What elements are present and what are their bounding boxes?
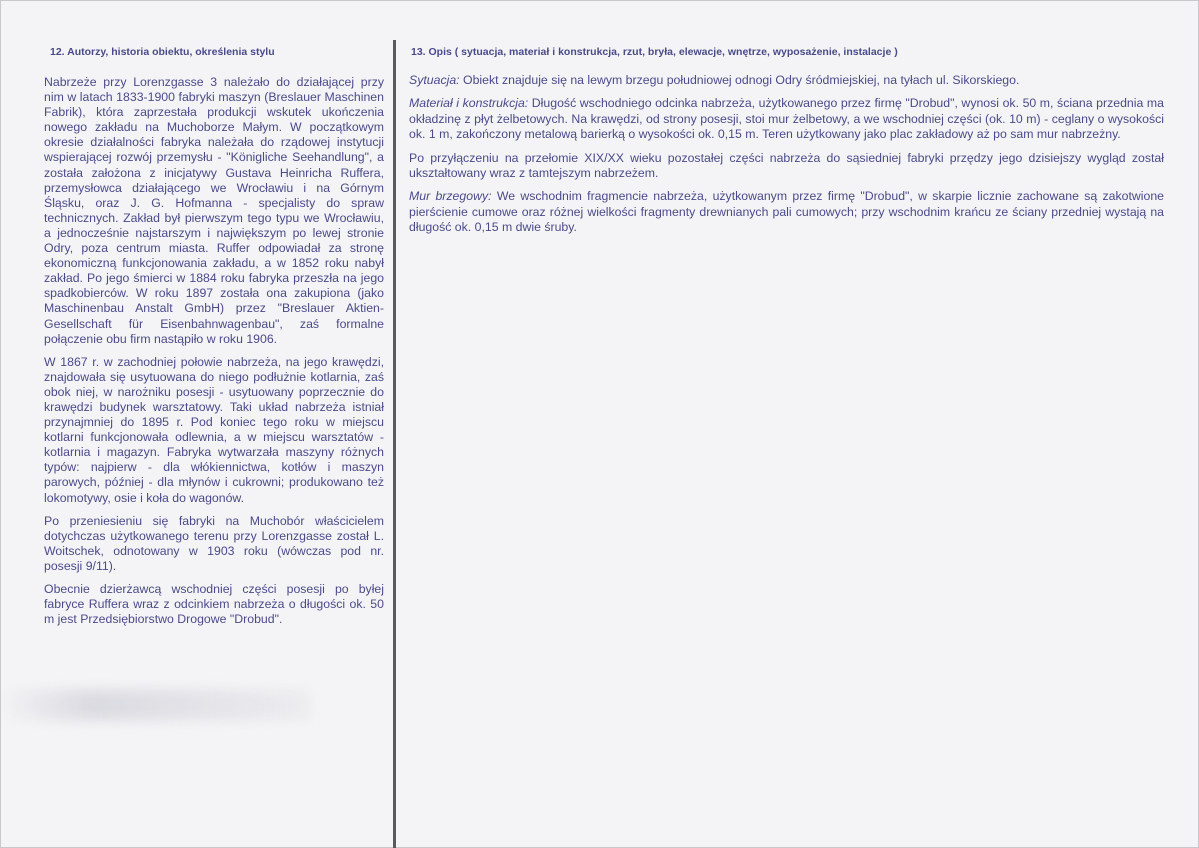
section-history <box>44 46 384 635</box>
paragraph-lead: Mur brzegowy: <box>409 189 492 204</box>
description-paragraph-material <box>409 96 1164 142</box>
section-description-heading: 13. Opis ( sytuacja, materiał i konstrukcja, rzut, bryła, elewacje, wnętrze, wyposażenie, instalacje ) <box>411 46 898 58</box>
paragraph-text: Długość wschodniego odcinka nabrzeża, użytkowanego przez firmę "Drobud", wynosi ok. 50 m, ściana przednia ma okładzinę z płyt żelbetowych. Na krawędzi, od strony posesji, stoi mur żelbetowy, a we wschodniej części (ok. 10 m) - ceglany o wysokości ok. 1 m, zakończony metalową barierką o wysokości ok. 0,15 m. Teren użytkowany jako plac zakładowy aż po sam mur nabrzeżny. <box>409 96 1164 142</box>
paper-smudge <box>0 690 310 720</box>
paragraph-text: We wschodnim fragmencie nabrzeża, użytkowanym przez firmę "Drobud", w skarpie licznie zachowane są zakotwione pierścienie cumowe oraz różnej wielkości fragmenty drewnianych pali cumowych; przy wschodnim krańcu ze ściany przedniej wystają na długość ok. 0,15 m dwie śruby. <box>409 189 1165 235</box>
column-divider <box>393 40 396 848</box>
section-history-heading: 12. Autorzy, historia obiektu, określenia stylu <box>50 46 275 58</box>
description-paragraph-situation <box>409 73 1164 88</box>
paragraph-lead: Sytuacja: <box>409 73 460 87</box>
paragraph-lead: Materiał i konstrukcja: <box>409 96 529 111</box>
history-paragraph: Po przeniesieniu się fabryki na Muchobór właścicielem dotychczas użytkowanego terenu przy Lorenzgasse został L. Woitschek, odnotowany w 1903 roku (wówczas pod nr. posesji 9/11). <box>44 513 384 573</box>
paragraph-text: Obiekt znajduje się na lewym brzegu południowej odnogi Odry śródmiejskiej, na tyłach ul. Sikorskiego. <box>459 73 1020 87</box>
paragraph-text: Po przyłączeniu na przełomie XIX/XX wieku pozostałej części nabrzeża do sąsiedniej fabryki przędzy jego dzisiejszy wygląd został ukształtowany wraz z tamtejszym nabrzeżem. <box>409 150 1164 181</box>
history-paragraph: W 1867 r. w zachodniej połowie nabrzeża, na jego krawędzi, znajdowała się usytuowana do niego podłużnie kotlarnia, zaś obok niej, w narożniku posesji - usytuowany poprzecznie do krawędzi budynek warsztatowy. Taki układ nabrzeża istniał przynajmniej do 1895 r. Pod koniec tego roku w miejscu kotlarni funkcjonowała odlewnia, a w miejscu warsztatów - kotlarnia i magazyn. Fabryka wytwarzała maszyny różnych typów: najpierw - dla włókiennictwa, kotłów i maszyn parowych, później - dla młynów i cukrowni; produkowano też lokomotywy, osie i koła do wagonów. <box>44 354 384 505</box>
section-description <box>409 46 1164 244</box>
history-paragraph: Obecnie dzierżawcą wschodniej części posesji po byłej fabryce Ruffera wraz z odcinkiem nabrzeża o długości ok. 50 m jest Przedsiębiorstwo Drogowe "Drobud". <box>44 582 384 627</box>
history-paragraph: Nabrzeże przy Lorenzgasse 3 należało do działającej przy nim w latach 1833-1900 fabryki maszyn (Breslauer Maschinen Fabrik), która zaprzestała produkcji wskutek ukończenia nowego zakładu na Muchoborze Małym. W początkowym okresie działalności fabryka należała do rządowej instytucji wspierającej rozwój przemysłu - "Königliche Seehandlung", a została założona z inicjatywy Gustava Heinricha Ruffera, przemysłowca działającego we Wrocławiu i na Górnym Śląsku, oraz J. G. Hofmanna - specjalisty do spraw technicznych. Zakład był pierwszym tego typu we Wrocławiu, a jednocześnie najstarszym i największym po lewej stronie Odry, poza centrum miasta. Ruffer odpowiadał za stronę ekonomiczną funkcjonowania zakładu, a w 1852 roku nabył zakład. Po jego śmierci w 1884 roku fabryka przeszła na jego spadkobierców. W roku 1897 została ona zakupiona (jako Maschinenbau Anstalt GmbH) przez "Breslauer Aktien-Gesellschaft für Eisenbahnwagenbau", zaś formalne połączenie obu firm nastąpiło w roku 1906. <box>44 75 384 346</box>
description-paragraph-wall <box>409 189 1164 235</box>
description-paragraph-history <box>409 151 1164 182</box>
